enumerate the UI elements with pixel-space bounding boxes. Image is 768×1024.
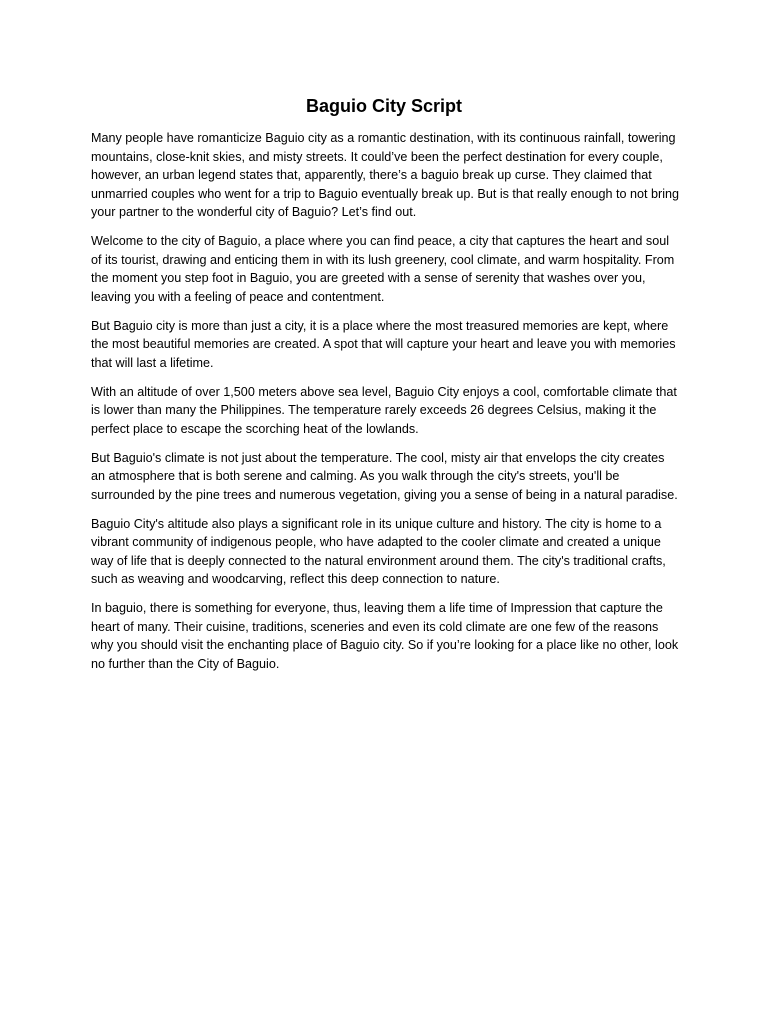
paragraph-climate: But Baguio's climate is not just about the temperature. The cool, misty air that envelops the city creates an atmosphere that is both serene and calming. As you walk through the city's streets, you'll be surrounded by the pine trees and numerous vegetation, giving you a sense of being in a natural paradise. [91, 450, 678, 502]
paragraph-altitude: With an altitude of over 1,500 meters above sea level, Baguio City enjoys a cool, comfortable climate that is lower than many the Philippines. The temperature rarely exceeds 26 degrees Celsius, making it the perfect place to escape the scorching heat of the lowlands. [91, 384, 677, 436]
document-title: Baguio City Script [305, 96, 462, 116]
paragraph-welcome: Welcome to the city of Baguio, a place where you can find peace, a city that captures the heart and soul of its tourist, drawing and enticing them in with its lush greenery, cool climate, and warm hospitality. From the moment you step foot in Baguio, you are greeted with a sense of serenity that washes over you, leaving you with a feeling of peace and contentment. [91, 234, 675, 304]
paragraph-memories: But Baguio city is more than just a city, it is a place where the most treasured memories are kept, where the most beautiful memories are created. A spot that will capture your heart and leave you with memories that will last a lifetime. [91, 318, 676, 370]
paragraph-conclusion: In baguio, there is something for everyone, thus, leaving them a life time of Impression that capture the heart of many. Their cuisine, traditions, sceneries and even its cold climate are one few of the reasons why you should visit the enchanting place of Baguio city. So if you’re looking for a place like no other, look no further than the City of Baguio. [91, 601, 679, 671]
paragraph-intro: Many people have romanticize Baguio city as a romantic destination, with its continuous rainfall, towering mountains, close-knit skies, and misty streets. It could’ve been the perfect destination for every couple, however, an urban legend states that, apparently, there’s a baguio break up curse. They claimed that unmarried couples who went for a trip to Baguio eventually break up. But is that really enough to not bring your partner to the wonderful city of Baguio? Let’s find out. [91, 131, 680, 220]
paragraph-culture: Baguio City's altitude also plays a significant role in its unique culture and history. The city is home to a vibrant community of indigenous people, who have adapted to the cooler climate and created a unique way of life that is deeply connected to the natural environment around them. The city's traditional crafts, such as weaving and woodcarving, reflect this deep connection to nature. [91, 516, 666, 587]
document-body [91, 129, 681, 684]
